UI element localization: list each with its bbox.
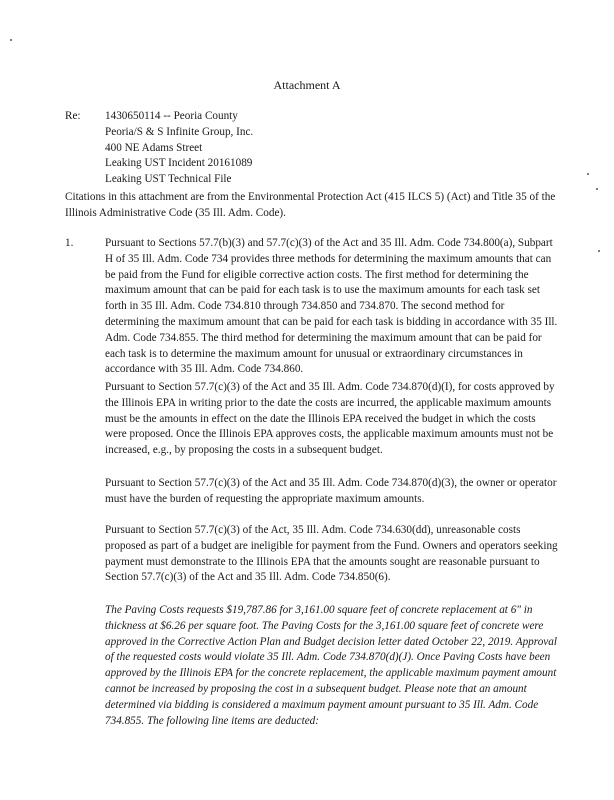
item-number: 1. — [65, 237, 74, 249]
paragraph-unreasonable-costs: Pursuant to Section 57.7(c)(3) of the Act, 35 Ill. Adm. Code 734.630(dd), unreasonable costs proposed as part of a budget are ineligible for payment from the Fund. Owners and operators seeking payment must demonstrate to the Illinois EPA that the amounts sought are reasonable pursuant to Section 57.7(c)(3) of the Act and 35 Ill. Adm. Code 734.850(6). — [105, 524, 558, 584]
re-label: Re: — [65, 110, 81, 122]
re-line-site-id: 1430650114 -- Peoria County — [105, 110, 238, 122]
scan-speck — [598, 250, 600, 252]
re-line-incident: Leaking UST Incident 20161089 — [105, 157, 253, 170]
scan-speck — [596, 188, 598, 190]
paragraph-approved-costs: Pursuant to Section 57.7(c)(3) of the Act and 35 Ill. Adm. Code 734.870(d)(I), for costs approved by the Illinois EPA in writing prior to the date the costs are incurred, the applicable maximum amounts must be the amounts in effect on the date the Illinois EPA received the budget in which the costs were proposed. Once the Illinois EPA approves costs, the applicable maximum amounts must not be increased, e.g., by proposing the costs in a subsequent budget. — [105, 381, 555, 457]
re-line-owner: Peoria/S & S Infinite Group, Inc. — [105, 125, 254, 138]
intro-paragraph: Citations in this attachment are from the Environmental Protection Act (415 ILCS 5) (Act) and Title 35 of the Illinois Administrative Code (35 Ill. Adm. Code). — [65, 191, 556, 219]
re-line-address: 400 NE Adams Street — [105, 141, 203, 154]
scan-speck — [587, 173, 589, 175]
re-block — [105, 109, 253, 188]
paragraph-paving-costs: The Paving Costs requests $19,787.86 for 3,161.00 square feet of concrete replacement at 6" in thickness at $6.26 per square foot. The Paving Costs for the 3,161.00 square feet of concrete were approved in the Corrective Action Plan and Budget decision letter dated October 22, 2019. Approval of the requested costs would violate 35 Ill. Adm. Code 734.870(d)(J). Once Paving Costs have been approved by the Illinois EPA for the concrete replacement, the applicable maximum payment amount cannot be increased by proposing the cost in a subsequent budget. Please note that an amount determined via bidding is considered a maximum payment amount pursuant to 35 Ill. Adm. Code 734.855. The following line items are deducted: — [105, 604, 557, 727]
document-title: Attachment A — [273, 78, 341, 92]
scan-speck — [10, 39, 12, 41]
paragraph-methods: Pursuant to Sections 57.7(b)(3) and 57.7(c)(3) of the Act and 35 Ill. Adm. Code 734.800(a), Subpart H of 35 Ill. Adm. Code 734 provides three methods for determining the maximum amounts that can be paid from the Fund for eligible corrective action costs. The first method for determining the maximum amount that can be paid for each task is to use the maximum amounts for each task set forth in 35 Ill. Adm. Code 734.810 through 734.850 and 734.870. The second method for determining the maximum amount that can be paid for each task is bidding in accordance with 35 Ill. Adm. Code 734.855. The third method for determining the maximum amount that can be paid for each task is to determine the maximum amount for unusual or extraordinary circumstances in accordance with 35 Ill. Adm. Code 734.860. — [105, 237, 558, 376]
re-line-file: Leaking UST Technical File — [105, 173, 232, 186]
paragraph-burden: Pursuant to Section 57.7(c)(3) of the Act and 35 Ill. Adm. Code 734.870(d)(3), the owner or operator must have the burden of requesting the appropriate maximum amounts. — [105, 477, 557, 505]
